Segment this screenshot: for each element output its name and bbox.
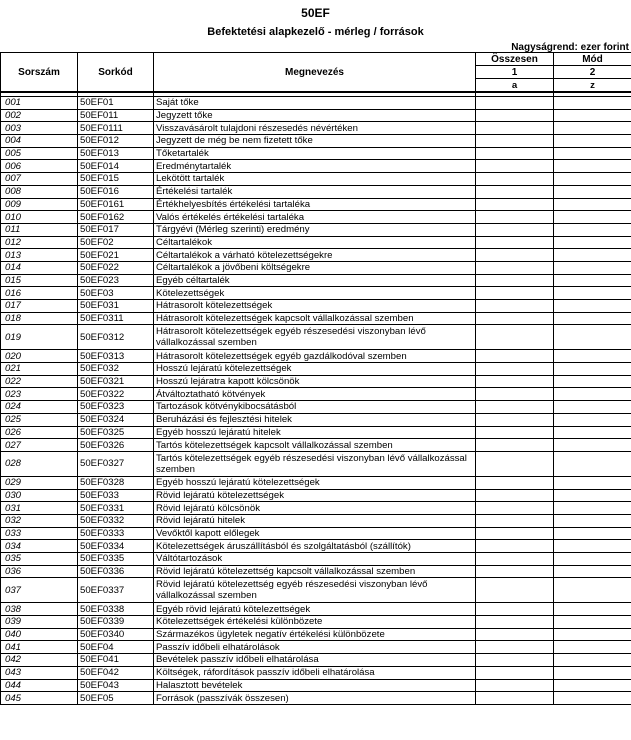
row-mod-input[interactable]	[554, 173, 631, 186]
row-mod-input[interactable]	[554, 540, 631, 553]
table-row	[1, 287, 631, 300]
row-osszesen-input[interactable]	[476, 249, 554, 262]
row-mod-input[interactable]	[554, 185, 631, 198]
row-sorkod: 50EF0340	[78, 628, 154, 641]
table-row	[1, 135, 631, 148]
table-row	[1, 173, 631, 186]
row-sorkod: 50EF041	[78, 654, 154, 667]
row-megnevezes: Származékos ügyletek negatív értékelési különbözete	[154, 628, 476, 641]
row-mod-input[interactable]	[554, 135, 631, 148]
table-body	[1, 92, 631, 704]
row-megnevezes: Hátrasorolt kötelezettségek	[154, 300, 476, 313]
row-sorszam: 036	[1, 565, 78, 578]
table-row	[1, 502, 631, 515]
row-mod-input[interactable]	[554, 147, 631, 160]
row-osszesen-input[interactable]	[476, 489, 554, 502]
row-sorkod: 50EF0326	[78, 439, 154, 452]
table-row	[1, 325, 631, 350]
row-sorkod: 50EF0111	[78, 122, 154, 135]
row-sorszam: 012	[1, 236, 78, 249]
table-row	[1, 578, 631, 603]
row-mod-input[interactable]	[554, 160, 631, 173]
table-row	[1, 679, 631, 692]
row-mod-input[interactable]	[554, 109, 631, 122]
table-row	[1, 97, 631, 110]
table-row	[1, 489, 631, 502]
row-osszesen-input[interactable]	[476, 565, 554, 578]
table-row	[1, 363, 631, 376]
row-sorkod: 50EF0331	[78, 502, 154, 515]
row-osszesen-input[interactable]	[476, 553, 554, 566]
row-osszesen-input[interactable]	[476, 198, 554, 211]
row-sorkod: 50EF0325	[78, 426, 154, 439]
row-megnevezes: Hátrasorolt kötelezettségek egyéb részesedési viszonyban lévő vállalkozással szemben	[154, 325, 476, 350]
table-row	[1, 160, 631, 173]
row-mod-input[interactable]	[554, 300, 631, 313]
row-megnevezes: Kötelezettségek áruszállításból és szolgáltatásból (szállítók)	[154, 540, 476, 553]
row-sorkod: 50EF0162	[78, 211, 154, 224]
row-osszesen-input[interactable]	[476, 692, 554, 705]
row-mod-input[interactable]	[554, 679, 631, 692]
row-mod-input[interactable]	[554, 287, 631, 300]
row-sorkod: 50EF0339	[78, 616, 154, 629]
table-row	[1, 211, 631, 224]
row-sorszam: 015	[1, 274, 78, 287]
row-osszesen-input[interactable]	[476, 261, 554, 274]
row-megnevezes: Tartós kötelezettségek egyéb részesedési viszonyban lévő vállalkozással szemben	[154, 451, 476, 476]
row-megnevezes: Források (passzívák összesen)	[154, 692, 476, 705]
row-megnevezes: Egyéb hosszú lejáratú kötelezettségek	[154, 476, 476, 489]
form-code: 50EF	[301, 6, 330, 20]
row-megnevezes: Valós értékelés értékelési tartaléka	[154, 211, 476, 224]
row-megnevezes: Céltartalékok a várható kötelezettségekre	[154, 249, 476, 262]
table-row	[1, 375, 631, 388]
row-mod-input[interactable]	[554, 350, 631, 363]
row-sorszam: 034	[1, 540, 78, 553]
row-mod-input[interactable]	[554, 527, 631, 540]
row-sorszam: 038	[1, 603, 78, 616]
row-osszesen-input[interactable]	[476, 401, 554, 414]
row-sorkod: 50EF021	[78, 249, 154, 262]
row-osszesen-input[interactable]	[476, 173, 554, 186]
table-row	[1, 122, 631, 135]
table-row	[1, 401, 631, 414]
table-row	[1, 603, 631, 616]
header-megnevezes: Megnevezés	[154, 53, 476, 93]
row-megnevezes: Rövid lejáratú kötelezettség kapcsolt vállalkozással szemben	[154, 565, 476, 578]
row-osszesen-input[interactable]	[476, 527, 554, 540]
row-sorszam: 024	[1, 401, 78, 414]
row-sorszam: 002	[1, 109, 78, 122]
header-mod: Mód	[554, 53, 631, 66]
row-sorkod: 50EF0334	[78, 540, 154, 553]
row-sorkod: 50EF011	[78, 109, 154, 122]
row-osszesen-input[interactable]	[476, 147, 554, 160]
row-sorszam: 008	[1, 185, 78, 198]
row-osszesen-input[interactable]	[476, 451, 554, 476]
row-megnevezes: Lekötött tartalék	[154, 173, 476, 186]
row-sorszam: 007	[1, 173, 78, 186]
row-mod-input[interactable]	[554, 97, 631, 110]
row-sorkod: 50EF0324	[78, 413, 154, 426]
row-sorkod: 50EF05	[78, 692, 154, 705]
row-osszesen-input[interactable]	[476, 375, 554, 388]
row-osszesen-input[interactable]	[476, 97, 554, 110]
row-sorkod: 50EF043	[78, 679, 154, 692]
row-osszesen-input[interactable]	[476, 211, 554, 224]
row-sorkod: 50EF0161	[78, 198, 154, 211]
row-sorkod: 50EF016	[78, 185, 154, 198]
row-sorszam: 028	[1, 451, 78, 476]
row-mod-input[interactable]	[554, 223, 631, 236]
row-mod-input[interactable]	[554, 692, 631, 705]
table-row	[1, 476, 631, 489]
row-sorkod: 50EF0338	[78, 603, 154, 616]
row-osszesen-input[interactable]	[476, 502, 554, 515]
row-sorszam: 037	[1, 578, 78, 603]
row-osszesen-input[interactable]	[476, 363, 554, 376]
table-row	[1, 654, 631, 667]
row-megnevezes: Hosszú lejáratra kapott kölcsönök	[154, 375, 476, 388]
row-mod-input[interactable]	[554, 122, 631, 135]
table-row	[1, 109, 631, 122]
row-megnevezes: Jegyzett tőke	[154, 109, 476, 122]
row-sorszam: 023	[1, 388, 78, 401]
row-osszesen-input[interactable]	[476, 236, 554, 249]
row-sorkod: 50EF0321	[78, 375, 154, 388]
row-megnevezes: Egyéb hosszú lejáratú hitelek	[154, 426, 476, 439]
row-mod-input[interactable]	[554, 274, 631, 287]
row-mod-input[interactable]	[554, 388, 631, 401]
row-osszesen-input[interactable]	[476, 426, 554, 439]
row-mod-input[interactable]	[554, 249, 631, 262]
row-sorszam: 039	[1, 616, 78, 629]
row-megnevezes: Átváltoztatható kötvények	[154, 388, 476, 401]
row-osszesen-input[interactable]	[476, 287, 554, 300]
row-mod-input[interactable]	[554, 426, 631, 439]
row-megnevezes: Egyéb céltartalék	[154, 274, 476, 287]
row-osszesen-input[interactable]	[476, 666, 554, 679]
row-megnevezes: Rövid lejáratú hitelek	[154, 514, 476, 527]
row-sorkod: 50EF031	[78, 300, 154, 313]
row-sorszam: 005	[1, 147, 78, 160]
table-row	[1, 274, 631, 287]
row-mod-input[interactable]	[554, 325, 631, 350]
table-row	[1, 451, 631, 476]
row-osszesen-input[interactable]	[476, 654, 554, 667]
row-osszesen-input[interactable]	[476, 160, 554, 173]
row-sorkod: 50EF04	[78, 641, 154, 654]
row-megnevezes: Tartozások kötvénykibocsátásból	[154, 401, 476, 414]
row-sorkod: 50EF0322	[78, 388, 154, 401]
row-sorkod: 50EF023	[78, 274, 154, 287]
row-osszesen-input[interactable]	[476, 223, 554, 236]
table-row	[1, 300, 631, 313]
table-row	[1, 388, 631, 401]
row-sorszam: 009	[1, 198, 78, 211]
table-row	[1, 540, 631, 553]
row-megnevezes: Jegyzett de még be nem fizetett tőke	[154, 135, 476, 148]
unit-label: Nagyságrend: ezer forint	[511, 42, 629, 53]
row-sorszam: 041	[1, 641, 78, 654]
row-megnevezes: Saját tőke	[154, 97, 476, 110]
row-sorkod: 50EF03	[78, 287, 154, 300]
row-osszesen-input[interactable]	[476, 616, 554, 629]
row-osszesen-input[interactable]	[476, 274, 554, 287]
table-row	[1, 198, 631, 211]
row-sorszam: 044	[1, 679, 78, 692]
row-sorkod: 50EF0313	[78, 350, 154, 363]
row-megnevezes: Rövid lejáratú kölcsönök	[154, 502, 476, 515]
balance-sheet-table	[0, 52, 631, 705]
row-sorkod: 50EF0337	[78, 578, 154, 603]
row-sorkod: 50EF0332	[78, 514, 154, 527]
table-row	[1, 236, 631, 249]
header-sorszam: Sorszám	[1, 53, 78, 93]
row-sorszam: 019	[1, 325, 78, 350]
row-osszesen-input[interactable]	[476, 439, 554, 452]
row-megnevezes: Rövid lejáratú kötelezettségek	[154, 489, 476, 502]
header-osszesen-code: a	[476, 79, 554, 93]
row-sorkod: 50EF0333	[78, 527, 154, 540]
row-mod-input[interactable]	[554, 489, 631, 502]
row-sorkod: 50EF0311	[78, 312, 154, 325]
table-row	[1, 413, 631, 426]
row-osszesen-input[interactable]	[476, 135, 554, 148]
row-osszesen-input[interactable]	[476, 578, 554, 603]
table-row	[1, 312, 631, 325]
row-sorszam: 006	[1, 160, 78, 173]
row-sorszam: 033	[1, 527, 78, 540]
row-sorkod: 50EF01	[78, 97, 154, 110]
row-megnevezes: Költségek, ráfordítások passzív időbeli elhatárolása	[154, 666, 476, 679]
row-sorkod: 50EF0328	[78, 476, 154, 489]
row-osszesen-input[interactable]	[476, 388, 554, 401]
row-sorszam: 035	[1, 553, 78, 566]
row-megnevezes: Céltartalékok a jövőbeni költségekre	[154, 261, 476, 274]
row-megnevezes: Hátrasorolt kötelezettségek egyéb gazdálkodóval szemben	[154, 350, 476, 363]
row-megnevezes: Tárgyévi (Mérleg szerinti) eredmény	[154, 223, 476, 236]
row-mod-input[interactable]	[554, 363, 631, 376]
row-sorkod: 50EF0336	[78, 565, 154, 578]
row-sorkod: 50EF012	[78, 135, 154, 148]
row-sorszam: 031	[1, 502, 78, 515]
row-megnevezes: Visszavásárolt tulajdoni részesedés névértéken	[154, 122, 476, 135]
row-sorszam: 010	[1, 211, 78, 224]
row-osszesen-input[interactable]	[476, 476, 554, 489]
row-sorkod: 50EF042	[78, 666, 154, 679]
row-mod-input[interactable]	[554, 236, 631, 249]
table-row	[1, 350, 631, 363]
row-megnevezes: Bevételek passzív időbeli elhatárolása	[154, 654, 476, 667]
row-mod-input[interactable]	[554, 628, 631, 641]
row-mod-input[interactable]	[554, 553, 631, 566]
row-mod-input[interactable]	[554, 578, 631, 603]
table-row	[1, 439, 631, 452]
row-megnevezes: Rövid lejáratú kötelezettség egyéb részesedési viszonyban lévő vállalkozással szemben	[154, 578, 476, 603]
row-sorkod: 50EF0335	[78, 553, 154, 566]
row-megnevezes: Halasztott bevételek	[154, 679, 476, 692]
row-mod-input[interactable]	[554, 616, 631, 629]
row-sorszam: 017	[1, 300, 78, 313]
table-row	[1, 527, 631, 540]
row-osszesen-input[interactable]	[476, 413, 554, 426]
row-sorszam: 003	[1, 122, 78, 135]
row-sorszam: 026	[1, 426, 78, 439]
row-sorszam: 032	[1, 514, 78, 527]
row-sorkod: 50EF02	[78, 236, 154, 249]
row-sorszam: 027	[1, 439, 78, 452]
row-mod-input[interactable]	[554, 565, 631, 578]
row-mod-input[interactable]	[554, 401, 631, 414]
header-mod-code: z	[554, 79, 631, 93]
table-row	[1, 565, 631, 578]
row-mod-input[interactable]	[554, 439, 631, 452]
header-osszesen: Összesen	[476, 53, 554, 66]
table-row	[1, 641, 631, 654]
row-sorszam: 020	[1, 350, 78, 363]
table-row	[1, 616, 631, 629]
row-sorszam: 042	[1, 654, 78, 667]
row-osszesen-input[interactable]	[476, 603, 554, 616]
row-osszesen-input[interactable]	[476, 514, 554, 527]
row-osszesen-input[interactable]	[476, 312, 554, 325]
table-row	[1, 553, 631, 566]
row-osszesen-input[interactable]	[476, 350, 554, 363]
table-row	[1, 223, 631, 236]
row-mod-input[interactable]	[554, 312, 631, 325]
row-megnevezes: Passzív időbeli elhatárolások	[154, 641, 476, 654]
row-sorszam: 043	[1, 666, 78, 679]
row-mod-input[interactable]	[554, 476, 631, 489]
row-osszesen-input[interactable]	[476, 325, 554, 350]
row-sorszam: 022	[1, 375, 78, 388]
row-megnevezes: Vevőktől kapott előlegek	[154, 527, 476, 540]
row-sorszam: 021	[1, 363, 78, 376]
row-megnevezes: Kötelezettségek	[154, 287, 476, 300]
row-osszesen-input[interactable]	[476, 185, 554, 198]
row-mod-input[interactable]	[554, 413, 631, 426]
row-sorkod: 50EF032	[78, 363, 154, 376]
row-megnevezes: Értékhelyesbítés értékelési tartaléka	[154, 198, 476, 211]
table-row	[1, 628, 631, 641]
row-sorkod: 50EF013	[78, 147, 154, 160]
table-row	[1, 692, 631, 705]
row-megnevezes: Hátrasorolt kötelezettségek kapcsolt vállalkozással szemben	[154, 312, 476, 325]
row-sorszam: 025	[1, 413, 78, 426]
row-sorkod: 50EF017	[78, 223, 154, 236]
row-mod-input[interactable]	[554, 198, 631, 211]
row-mod-input[interactable]	[554, 211, 631, 224]
row-sorkod: 50EF033	[78, 489, 154, 502]
row-mod-input[interactable]	[554, 641, 631, 654]
row-sorkod: 50EF015	[78, 173, 154, 186]
row-mod-input[interactable]	[554, 666, 631, 679]
row-megnevezes: Váltótartozások	[154, 553, 476, 566]
row-sorszam: 004	[1, 135, 78, 148]
table-row	[1, 185, 631, 198]
row-sorszam: 016	[1, 287, 78, 300]
row-mod-input[interactable]	[554, 261, 631, 274]
row-megnevezes: Eredménytartalék	[154, 160, 476, 173]
row-megnevezes: Beruházási és fejlesztési hitelek	[154, 413, 476, 426]
table-row	[1, 514, 631, 527]
row-sorszam: 001	[1, 97, 78, 110]
row-sorszam: 018	[1, 312, 78, 325]
row-megnevezes: Egyéb rövid lejáratú kötelezettségek	[154, 603, 476, 616]
header-osszesen-num: 1	[476, 66, 554, 79]
row-megnevezes: Tőketartalék	[154, 147, 476, 160]
row-osszesen-input[interactable]	[476, 679, 554, 692]
row-sorszam: 029	[1, 476, 78, 489]
row-osszesen-input[interactable]	[476, 300, 554, 313]
row-megnevezes: Kötelezettségek értékelési különbözete	[154, 616, 476, 629]
row-sorkod: 50EF022	[78, 261, 154, 274]
row-sorkod: 50EF0323	[78, 401, 154, 414]
row-megnevezes: Tartós kötelezettségek kapcsolt vállalkozással szemben	[154, 439, 476, 452]
row-mod-input[interactable]	[554, 502, 631, 515]
row-sorkod: 50EF014	[78, 160, 154, 173]
header-sorkod: Sorkód	[78, 53, 154, 93]
row-mod-input[interactable]	[554, 451, 631, 476]
table-row	[1, 261, 631, 274]
row-sorszam: 014	[1, 261, 78, 274]
row-megnevezes: Hosszú lejáratú kötelezettségek	[154, 363, 476, 376]
row-mod-input[interactable]	[554, 603, 631, 616]
row-osszesen-input[interactable]	[476, 628, 554, 641]
row-osszesen-input[interactable]	[476, 641, 554, 654]
table-row	[1, 249, 631, 262]
row-sorszam: 013	[1, 249, 78, 262]
row-sorkod: 50EF0312	[78, 325, 154, 350]
row-sorszam: 011	[1, 223, 78, 236]
row-osszesen-input[interactable]	[476, 109, 554, 122]
header-mod-num: 2	[554, 66, 631, 79]
row-sorszam: 040	[1, 628, 78, 641]
row-sorszam: 045	[1, 692, 78, 705]
row-megnevezes: Céltartalékok	[154, 236, 476, 249]
row-megnevezes: Értékelési tartalék	[154, 185, 476, 198]
table-row	[1, 426, 631, 439]
table-row	[1, 666, 631, 679]
row-sorkod: 50EF0327	[78, 451, 154, 476]
table-row	[1, 147, 631, 160]
row-osszesen-input[interactable]	[476, 540, 554, 553]
row-sorszam: 030	[1, 489, 78, 502]
form-title: Befektetési alapkezelő - mérleg / források	[207, 26, 424, 38]
row-mod-input[interactable]	[554, 514, 631, 527]
row-osszesen-input[interactable]	[476, 122, 554, 135]
row-mod-input[interactable]	[554, 654, 631, 667]
row-mod-input[interactable]	[554, 375, 631, 388]
